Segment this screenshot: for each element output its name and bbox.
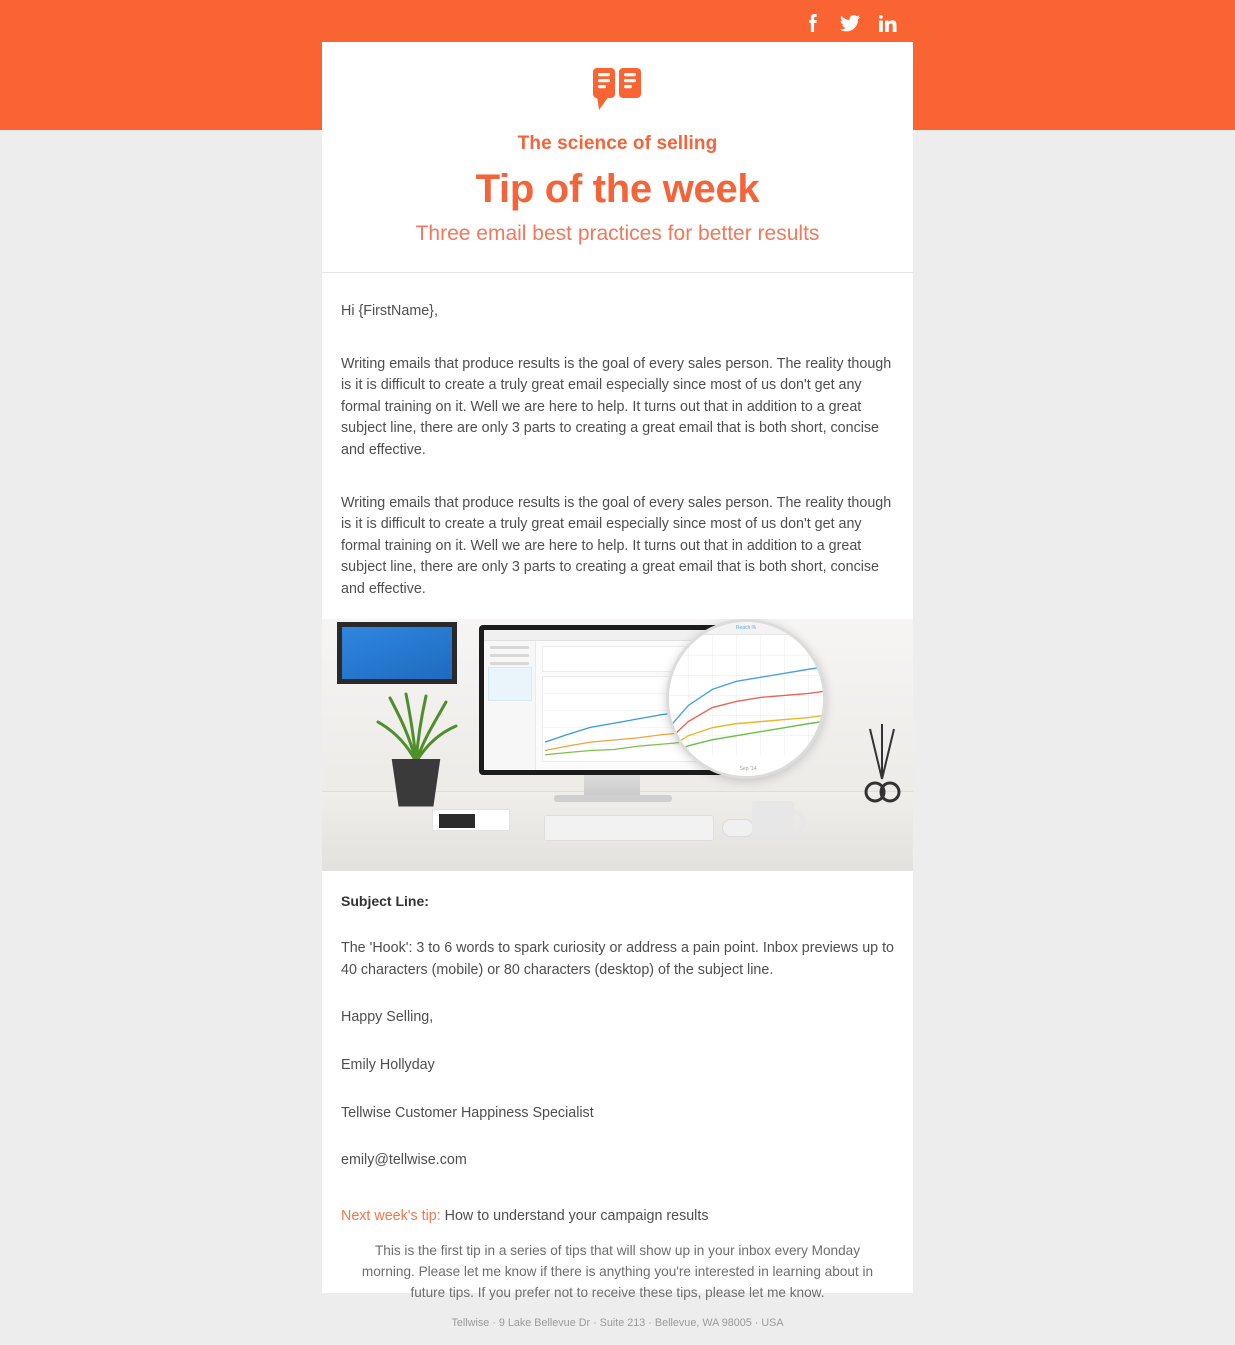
footer-note: This is the first tip in a series of tips that will show up in your inbox every Monday morning. Please let me know if there is anything you're interested in learning about in future tips. If you prefer not to receive these tips, please let me know. [361, 1243, 874, 1300]
hero-monitor-stand [584, 775, 640, 797]
social-links [802, 13, 898, 33]
magnifier-chart [669, 635, 823, 776]
twitter-icon[interactable] [840, 13, 860, 33]
hero-scissors [862, 724, 902, 814]
next-tip [341, 1206, 894, 1228]
signature-email[interactable]: emily@tellwise.com [341, 1152, 467, 1169]
axis-label-2: Jan '1 [792, 765, 806, 772]
email-card [322, 42, 913, 1293]
page-subtitle: Three email best practices for better results [415, 222, 820, 245]
footer [322, 1226, 913, 1329]
subject-line-text: The 'Hook': 3 to 6 words to spark curiosity or address a pain point. Inbox previews up to 40 characters (mobile) or 80 characters (desktop) of the subject line. [341, 940, 894, 978]
page-title: Tip of the week [475, 167, 760, 211]
magnifier-axis-labels [669, 766, 823, 772]
signature-block [341, 1055, 894, 1172]
facebook-icon[interactable] [802, 13, 822, 33]
sign-off-text: Happy Selling, [341, 1009, 434, 1026]
body-copy [322, 273, 913, 619]
hero-mouse [722, 819, 754, 837]
next-tip-label: Next week's tip: [341, 1207, 441, 1224]
greeting-text: Hi {FirstName}, [341, 303, 438, 319]
signature-name: Emily Hollyday [341, 1056, 435, 1073]
hero-magnifier [666, 619, 826, 779]
axis-label-1: Sep '14 [739, 765, 757, 772]
signature-title: Tellwise Customer Happiness Specialist [341, 1104, 594, 1121]
body-paragraph-1: Writing emails that produce results is the goal of every sales person. The reality though is it is difficult to create a truly great email especially since most of us don't get any formal training on it. Well we are here to help. It turns out that in addition to a great subject line, there are only 3 parts to creating a great email that is both short, concise and effective. [341, 355, 892, 458]
hero-image [322, 619, 913, 871]
next-tip-text: How to understand your campaign results [440, 1207, 709, 1224]
header-block [322, 129, 913, 273]
logo-wrap [322, 42, 913, 129]
hero-coffee-cup [752, 801, 794, 837]
body-paragraph-2: Writing emails that produce results is the goal of every sales person. The reality though is it is difficult to create a truly great email especially since most of us don't get any formal training on it. Well we are here to help. It turns out that in addition to a great subject line, there are only 3 parts to creating a great email that is both short, concise and effective. [341, 494, 892, 597]
eyebrow-text: The science of selling [517, 133, 718, 154]
magnifier-title: Reach % [669, 622, 823, 635]
hero-keyboard [544, 815, 714, 841]
footer-address: Tellwise · 9 Lake Bellevue Dr · Suite 213 · Bellevue, WA 98005 · USA [451, 1317, 784, 1329]
hero-monitor-base [554, 795, 672, 802]
axis-label-0: May '14 [686, 765, 705, 772]
hero-picture-frame [337, 622, 457, 684]
hero-books [432, 809, 510, 831]
tellwise-logo-icon [591, 64, 645, 114]
screen-promo-card [488, 667, 532, 701]
screen-sidebar [484, 641, 536, 770]
linkedin-icon[interactable] [878, 13, 898, 33]
subject-line-label: Subject Line: [341, 892, 429, 909]
hero-plant [370, 692, 462, 762]
